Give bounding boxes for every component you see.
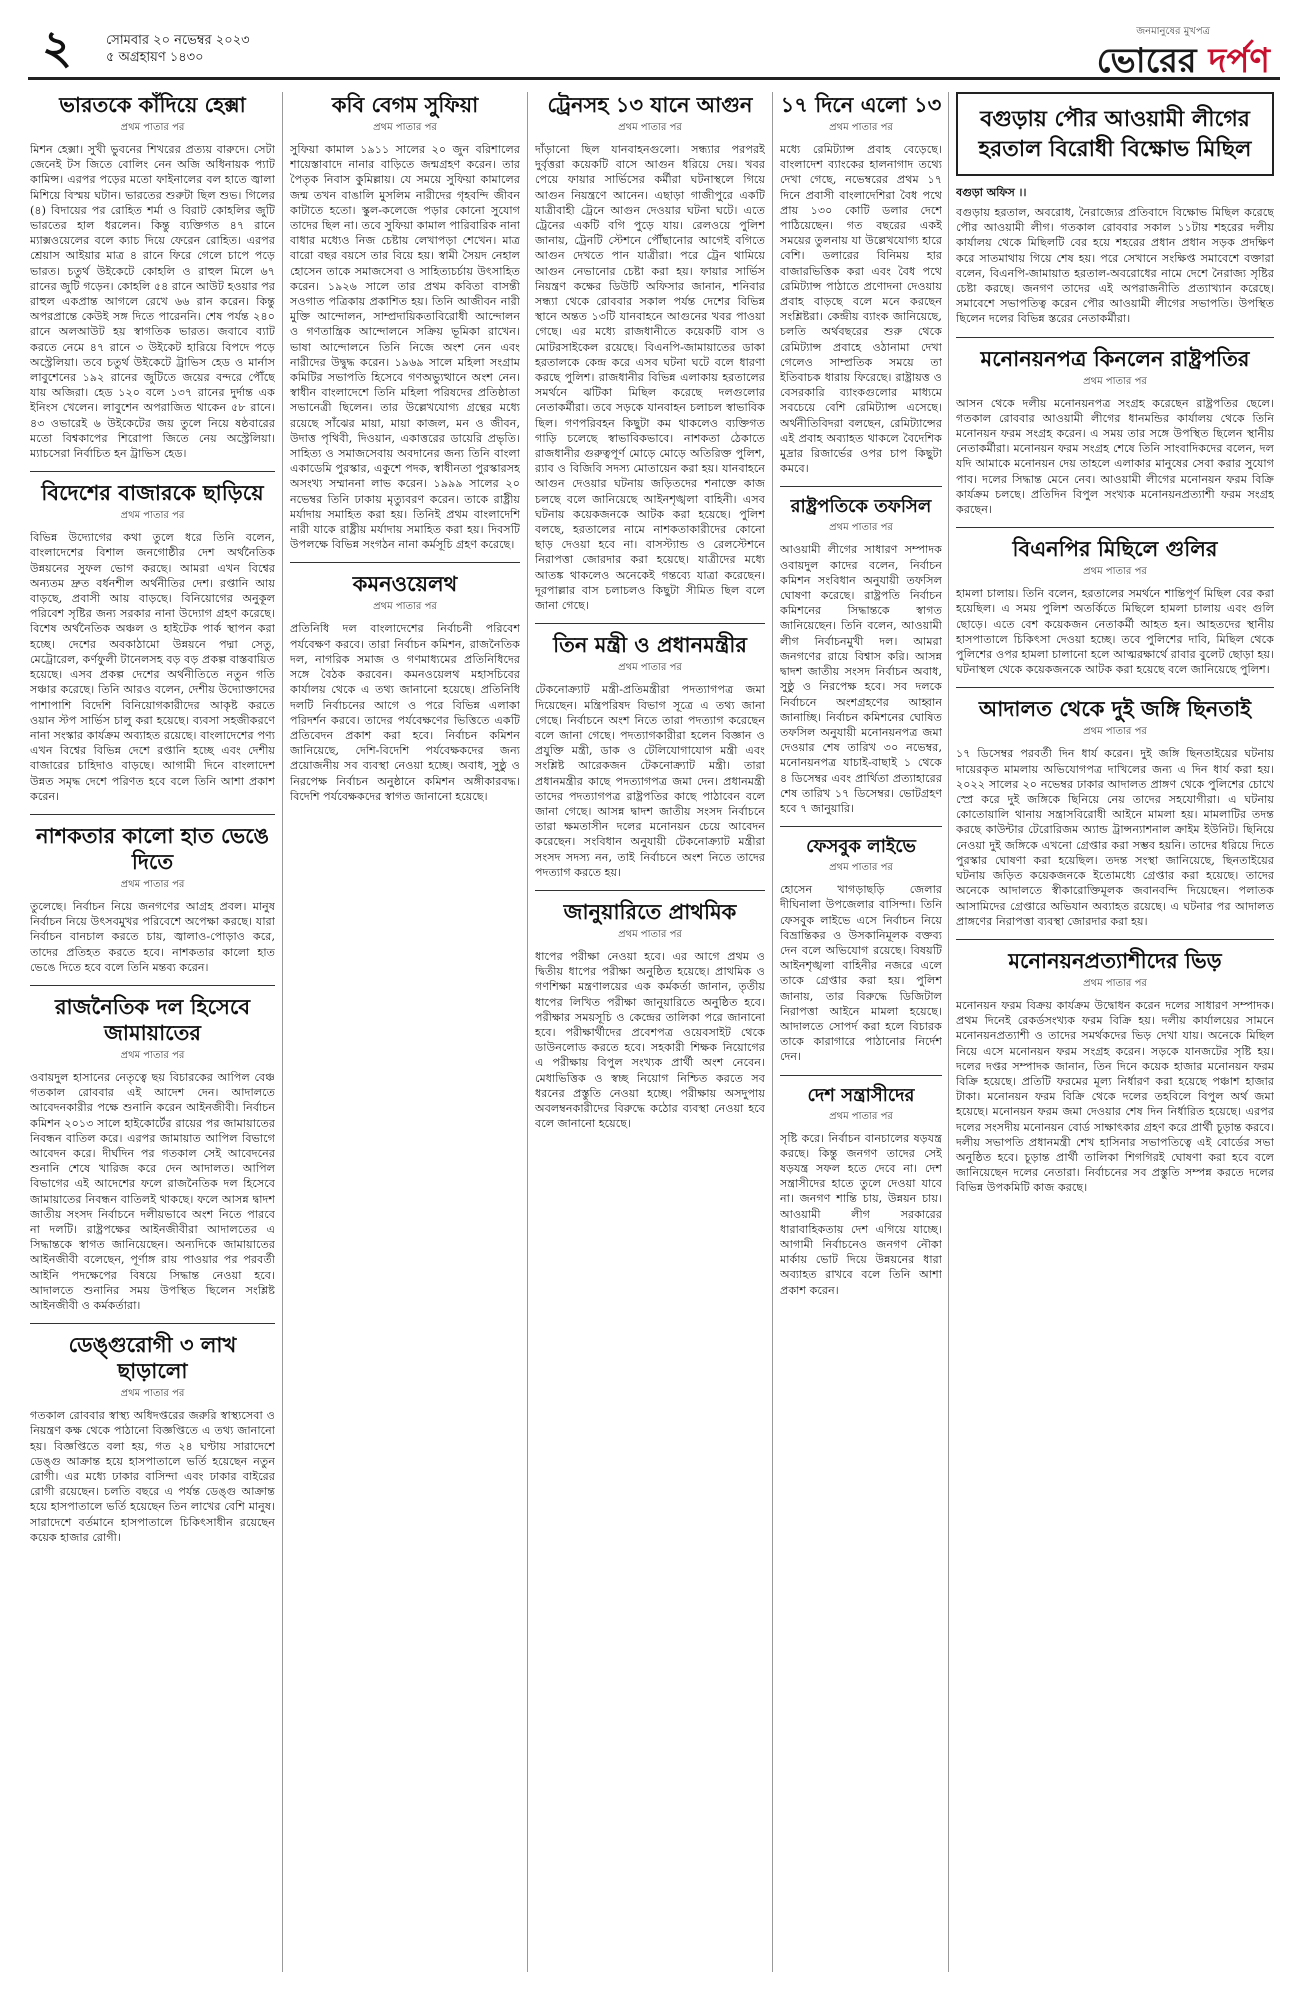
article-body: আওয়ামী লীগের সাধারণ সম্পাদক ওবায়দুল কাদের বলেন, নির্বাচন কমিশন সংবিধান অনুযায়ী তফসিল ঘোষণা করেছে। রাষ্ট্রপতি নির্বাচন কমিশনের সিদ্ধান্তকে স্বাগত জানিয়েছেন। তিনি বলেন, আওয়ামী লীগ নির্বাচনমুখী দল। আমরা জনগণের রায়ে বিশ্বাস করি। আসন্ন দ্বাদশ জাতীয় সংসদ নির্বাচন অবাধ, সুষ্ঠু ও নিরপেক্ষ হবে। সব দলকে নির্বাচনে অংশগ্রহণের আহ্বান জানাচ্ছি। নির্বাচন কমিশনের ঘোষিত তফসিল অনুযায়ী মনোনয়নপত্র জমা দেওয়ার শেষ তারিখ ৩০ নভেম্বর, মনোনয়নপত্র যাচাই-বাছাই ১ থেকে ৪ ডিসেম্বর এবং প্রার্থিতা প্রত্যাহারের শেষ তারিখ ১৭ ডিসেম্বর। ভোটগ্রহণ হবে ৭ জানুয়ারি।	[780, 543, 942, 815]
headline: কবি বেগম সুফিয়া	[331, 92, 479, 117]
continued-label: প্রথম পাতার পর	[1083, 566, 1147, 578]
logo-tagline: জনমানুষের মুখপত্র	[1136, 26, 1210, 37]
continued-label: প্রথম পাতার পর	[618, 122, 682, 133]
divider	[30, 471, 275, 472]
logo-word-2: দর্পণ	[1208, 41, 1270, 81]
divider	[956, 939, 1274, 940]
column-1	[30, 92, 275, 1972]
continued-label: প্রথম পাতার পর	[120, 510, 185, 522]
divider	[956, 687, 1274, 688]
continued-label: প্রথম পাতার পর	[618, 662, 682, 674]
article	[30, 480, 275, 804]
article	[956, 536, 1274, 677]
article-body: মধ্যে রেমিট্যান্স প্রবাহ বেড়েছে। বাংলাদেশ ব্যাংকের হালনাগাদ তথ্যে দেখা গেছে, নভেম্বরের প্রথম ১৭ দিনে প্রবাসী বাংলাদেশিরা বৈধ পথে প্রায় ১৩০ কোটি ডলার দেশে পাঠিয়েছেন। গত বছরের একই সময়ের তুলনায় যা উল্লেখযোগ্য হারে বেশি। ডলারের বিনিময় হার বাজারভিত্তিক করা এবং বৈধ পথে রেমিট্যান্স পাঠাতে প্রণোদনা দেওয়ায় প্রবাহ বাড়ছে বলে মনে করছেন সংশ্লিষ্টরা। কেন্দ্রীয় ব্যাংক জানিয়েছে, চলতি অর্থবছরের শুরু থেকে রেমিট্যান্স প্রবাহে ওঠানামা দেখা গেলেও সাম্প্রতিক সময়ে তা ইতিবাচক ধারায় ফিরেছে। রাষ্ট্রায়ত্ত ও বেসরকারি ব্যাংকগুলোর মাধ্যমে সবচেয়ে বেশি রেমিট্যান্স এসেছে। অর্থনীতিবিদরা বলছেন, রেমিট্যান্সের এই প্রবাহ অব্যাহত থাকলে বৈদেশিক মুদ্রার রিজার্ভের ওপর চাপ কিছুটা কমবে।	[780, 143, 942, 476]
continued-label: প্রথম পাতার পর	[120, 1049, 185, 1061]
article	[780, 495, 942, 816]
article	[290, 92, 520, 552]
article-body: সুফিয়া কামাল ১৯১১ সালের ২০ জুন বরিশালের শায়েস্তাবাদে নানার বাড়িতে জন্মগ্রহণ করেন। তার পৈতৃক নিবাস কুমিল্লায়। যে সময়ে সুফিয়া কামালের জন্ম তখন বাঙালি মুসলিম নারীদের গৃহবন্দি জীবন কাটাতে হতো। স্কুল-কলেজে পড়ার কোনো সুযোগ তাদের ছিল না। তবে সুফিয়া কামাল পারিবারিক নানা বাধার মধ্যেও নিজ চেষ্টায় লেখাপড়া শেখেন। মাত্র বারো বছর বয়সে তার বিয়ে হয়। স্বামী সৈয়দ নেহাল হোসেন তাকে সমাজসেবা ও সাহিত্যচর্চায় উৎসাহিত করেন। ১৯২৬ সালে তার প্রথম কবিতা বাসন্তী সওগাত পত্রিকায় প্রকাশিত হয়। তিনি আজীবন নারী মুক্তি আন্দোলন, সাম্প্রদায়িকতাবিরোধী আন্দোলন ও গণতান্ত্রিক আন্দোলনে সক্রিয় ভূমিকা রাখেন। ভাষা আন্দোলনে তিনি নিজে অংশ নেন এবং নারীদের উদ্বুদ্ধ করেন। ১৯৬৯ সালে মহিলা সংগ্রাম কমিটির সভাপতি হিসেবে গণঅভ্যুত্থানে অংশ নেন। স্বাধীন বাংলাদেশে তিনি মহিলা পরিষদের প্রতিষ্ঠাতা সভানেত্রী ছিলেন। তার উল্লেখযোগ্য গ্রন্থের মধ্যে রয়েছে সাঁঝের মায়া, মায়া কাজল, মন ও জীবন, উদাত্ত পৃথিবী, দিওয়ান, একাত্তরের ডায়েরি প্রভৃতি। সাহিত্য ও সমাজসেবায় অবদানের জন্য তিনি বাংলা একাডেমি পুরস্কার, একুশে পদক, স্বাধীনতা পুরস্কারসহ অসংখ্য সম্মাননা লাভ করেন। ১৯৯৯ সালের ২০ নভেম্বর তিনি ঢাকায় মৃত্যুবরণ করেন। তাকে রাষ্ট্রীয় মর্যাদায় সমাহিত করা হয়। তিনিই প্রথম বাংলাদেশি নারী যাকে রাষ্ট্রীয় মর্যাদায় সমাহিত করা হয়। দিবসটি উপলক্ষে বিভিন্ন সংগঠন নানা কর্মসূচি গ্রহণ করেছে।	[290, 143, 520, 552]
continued-label: প্রথম পাতার পর	[829, 862, 893, 874]
divider	[30, 814, 275, 815]
headline: তিন মন্ত্রী ও প্রধানমন্ত্রীর	[553, 632, 747, 658]
headline: জানুয়ারিতে প্রাথমিক	[563, 898, 737, 924]
article-body: ওবায়দুল হাসানের নেতৃত্বে ছয় বিচারকের আপিল বেঞ্চ গতকাল রোববার এই আদেশ দেন। আদালতে আবেদনকারীর পক্ষে শুনানি করেন আইনজীবী। নির্বাচন কমিশন ২০১৩ সালে হাইকোর্টের রায়ের পর জামায়াতের নিবন্ধন বাতিল করে। এরপর জামায়াত আপিল বিভাগে আবেদন করে। দীর্ঘদিন পর গতকাল সেই আবেদনের শুনানি শেষে খারিজ করে দেন আদালত। আপিল বিভাগের এই আদেশের ফলে রাজনৈতিক দল হিসেবে জামায়াতের নিবন্ধন বাতিলই থাকছে। ফলে আসন্ন দ্বাদশ জাতীয় সংসদ নির্বাচনে দলীয়ভাবে অংশ নিতে পারবে না দলটি। রাষ্ট্রপক্ষের আইনজীবীরা আদালতের এ সিদ্ধান্তকে স্বাগত জানিয়েছেন। অন্যদিকে জামায়াতের আইনজীবী বলেছেন, পূর্ণাঙ্গ রায় পাওয়ার পর পরবর্তী আইনি পদক্ষেপের বিষয়ে সিদ্ধান্ত নেওয়া হবে। আদালতে শুনানির সময় উপস্থিত ছিলেন সংশ্লিষ্ট আইনজীবী ও কর্মকর্তারা।	[30, 1070, 275, 1312]
article-body: হোসেন খাগড়াছড়ি জেলার দীঘিনালা উপজেলার বাসিন্দা। তিনি ফেসবুক লাইভে এসে নির্বাচন নিয়ে বিভ্রান্তিকর ও উসকানিমূলক বক্তব্য দেন বলে অভিযোগ রয়েছে। বিষয়টি আইনশৃঙ্খলা বাহিনীর নজরে এলে তাকে গ্রেপ্তার করা হয়। পুলিশ জানায়, তার বিরুদ্ধে ডিজিটাল নিরাপত্তা আইনে মামলা হয়েছে। আদালতে সোপর্দ করা হলে বিচারক তাকে কারাগারে পাঠানোর নির্দেশ দেন।	[780, 883, 942, 1064]
article	[956, 184, 1274, 327]
logo-word-1: ভোরের	[1096, 41, 1209, 81]
byline: বগুড়া অফিস ।।	[956, 186, 1027, 199]
article	[535, 92, 765, 613]
column-divider	[527, 92, 528, 1972]
headline: ১৭ দিনে এলো ১৩	[780, 92, 942, 117]
masthead	[28, 18, 1280, 80]
divider	[780, 826, 942, 827]
continued-label: প্রথম পাতার পর	[1083, 726, 1147, 738]
article-body: তুলেছে। নির্বাচন নিয়ে জনগণের আগ্রহ প্রবল। মানুষ নির্বাচন নিয়ে উৎসবমুখর পরিবেশে অপেক্ষা করছে। যারা নির্বাচন বানচাল করতে চায়, জ্বালাও-পোড়াও করে, তাদের প্রতিহত করতে হবে। নাশকতার কালো হাত ভেঙে দিতে হবে বলে তিনি মন্তব্য করেন।	[30, 899, 275, 974]
continued-label: প্রথম পাতার পর	[829, 1110, 893, 1122]
article-body: আসন থেকে দলীয় মনোনয়নপত্র সংগ্রহ করেছেন রাষ্ট্রপতির ছেলে। গতকাল রোববার আওয়ামী লীগের ধানমন্ডির কার্যালয় থেকে তিনি মনোনয়ন ফরম সংগ্রহ করেন। এ সময় তার সঙ্গে উপস্থিত ছিলেন স্থানীয় নেতাকর্মীরা। মনোনয়ন ফরম সংগ্রহ শেষে তিনি সাংবাদিকদের বলেন, দল যদি আমাকে মনোনয়ন দেয় তাহলে এলাকার মানুষের সেবা করার সুযোগ পাব। দলের সিদ্ধান্ত মেনে নেব। আওয়ামী লীগের মনোনয়ন ফরম বিক্রি কার্যক্রম চলছে। প্রতিদিন বিপুল সংখ্যক মনোনয়নপ্রত্যাশী ফরম সংগ্রহ করছেন।	[956, 396, 1274, 517]
article	[535, 632, 765, 880]
headline: ট্রেনসহ ১৩ যানে আগুন	[547, 92, 753, 117]
headline: ভারতকে কাঁদিয়ে হেক্সা	[59, 92, 246, 117]
article-body: টেকনোক্র্যাট মন্ত্রী-প্রতিমন্ত্রীরা পদত্যাগপত্র জমা দিয়েছেন। মন্ত্রিপরিষদ বিভাগ সূত্রে এ তথ্য জানা গেছে। নির্বাচনে অংশ নিতে তারা পদত্যাগ করেছেন বলে জানা গেছে। পদত্যাগকারীরা হলেন বিজ্ঞান ও প্রযুক্তি মন্ত্রী, ডাক ও টেলিযোগাযোগ মন্ত্রী এবং সংশ্লিষ্ট আরেকজন টেকনোক্র্যাট মন্ত্রী। তারা প্রধানমন্ত্রীর কাছে পদত্যাগপত্র জমা দেন। প্রধানমন্ত্রী তাদের পদত্যাগপত্র রাষ্ট্রপতির কাছে পাঠাবেন বলে জানা গেছে। আসন্ন দ্বাদশ জাতীয় সংসদ নির্বাচনে তারা ক্ষমতাসীন দলের মনোনয়ন চেয়ে আবেদন করেছেন। সংবিধান অনুযায়ী টেকনোক্র্যাট মন্ত্রীরা সংসদ সদস্য নন, তাই নির্বাচনে অংশ নিতে তাদের পদত্যাগ করতে হয়।	[535, 683, 765, 879]
divider	[535, 890, 765, 891]
newspaper-logo	[1097, 24, 1270, 81]
column-3	[535, 92, 765, 1972]
article-body: গতকাল রোববার স্বাস্থ্য অধিদপ্তরের জরুরি স্বাস্থ্যসেবা ও নিয়ন্ত্রণ কক্ষ থেকে পাঠানো বিজ্ঞপ্তিতে এ তথ্য জানানো হয়। বিজ্ঞপ্তিতে বলা হয়, গত ২৪ ঘণ্টায় সারাদেশে ডেঙ্গু আক্রান্ত হয়ে হাসপাতালে ভর্তি হয়েছেন নতুন রোগী। এর মধ্যে ঢাকার বাসিন্দা এবং ঢাকার বাইরের রোগী রয়েছেন। চলতি বছরে এ পর্যন্ত ডেঙ্গু আক্রান্ত হয়ে হাসপাতালে ভর্তি হয়েছেন তিন লাখের বেশি মানুষ। সারাদেশে বর্তমানে হাসপাতালে চিকিৎসাধীন রয়েছেন কয়েক হাজার রোগী।	[30, 1409, 275, 1544]
article-body: প্রতিনিধি দল বাংলাদেশের নির্বাচনী পরিবেশ পর্যবেক্ষণ করবে। তারা নির্বাচন কমিশন, রাজনৈতিক দল, নাগরিক সমাজ ও গণমাধ্যমের প্রতিনিধিদের সঙ্গে বৈঠক করবেন। কমনওয়েলথ মহাসচিবের কার্যালয় থেকে এ তথ্য জানানো হয়েছে। প্রতিনিধি দলটি নির্বাচনের আগে ও পরে বিভিন্ন এলাকা পরিদর্শন করবে। তাদের পর্যবেক্ষণের ভিত্তিতে একটি প্রতিবেদন প্রকাশ করা হবে। নির্বাচন কমিশন জানিয়েছে, দেশি-বিদেশি পর্যবেক্ষকদের জন্য প্রয়োজনীয় সব ব্যবস্থা নেওয়া হচ্ছে। অবাধ, সুষ্ঠু ও নিরপেক্ষ নির্বাচন অনুষ্ঠানে কমিশন অঙ্গীকারবদ্ধ। বিদেশি পর্যবেক্ষকদের স্বাগত জানানো হয়েছে।	[290, 622, 520, 803]
divider	[780, 486, 942, 487]
headline: মনোনয়নপ্রত্যাশীদের ভিড়	[1008, 947, 1222, 973]
headline: নাশকতার কালো হাত ভেঙে দিতে	[36, 822, 269, 874]
article-body: ১৭ ডিসেম্বর পরবর্তী দিন ধার্য করেন। দুই জঙ্গি ছিনতাইয়ের ঘটনায় দায়েরকৃত মামলায় অভিযোগপত্র দাখিলের জন্য এ দিন ধার্য করা হয়। ২০২২ সালের ২০ নভেম্বর ঢাকার আদালত প্রাঙ্গণ থেকে পুলিশের চোখে স্প্রে করে দুই জঙ্গিকে ছিনিয়ে নেয় তাদের সহযোগীরা। এ ঘটনায় কোতোয়ালি থানায় সন্ত্রাসবিরোধী আইনে মামলা হয়। মামলাটির তদন্ত করছে কাউন্টার টেরোরিজম অ্যান্ড ট্রান্সন্যাশনাল ক্রাইম ইউনিট। ছিনিয়ে নেওয়া দুই জঙ্গিকে এখনো গ্রেপ্তার করা সম্ভব হয়নি। তাদের ধরিয়ে দিতে পুরস্কার ঘোষণা করা হয়েছিল। তদন্ত সংস্থা জানিয়েছে, ছিনতাইয়ের ঘটনায় জড়িত কয়েকজনকে ইতোমধ্যে গ্রেপ্তার করা হয়েছে। তাদের অনেকে আদালতে স্বীকারোক্তিমূলক জবানবন্দি দিয়েছেন। পলাতক আসামিদের গ্রেপ্তারে অভিযান অব্যাহত রয়েছে। এ ঘটনার পর আদালত প্রাঙ্গণের নিরাপত্তা ব্যবস্থা জোরদার করা হয়।	[956, 747, 1274, 928]
article-body: বগুড়ায় হরতাল, অবরোধ, নৈরাজ্যের প্রতিবাদে বিক্ষোভ মিছিল করেছে পৌর আওয়ামী লীগ। গতকাল রোববার সকাল ১১টায় শহরের দলীয় কার্যালয় থেকে মিছিলটি বের হয়ে শহরের প্রধান প্রধান সড়ক প্রদক্ষিণ করে সাতমাথায় গিয়ে শেষ হয়। পরে সেখানে সংক্ষিপ্ত সমাবেশে বক্তারা বলেন, বিএনপি-জামায়াত হরতাল-অবরোধের নামে দেশে নৈরাজ্য সৃষ্টির চেষ্টা করছে। জনগণ তাদের এই অপরাজনীতি প্রত্যাখ্যান করেছে। সমাবেশে সভাপতিত্ব করেন পৌর আওয়ামী লীগের সভাপতি। উপস্থিত ছিলেন দলের বিভিন্ন স্তরের নেতাকর্মীরা।	[956, 206, 1274, 326]
column-divider	[282, 92, 283, 1972]
continued-label: প্রথম পাতার পর	[120, 1388, 185, 1400]
article	[780, 92, 942, 476]
lead-story-box	[956, 92, 1274, 176]
continued-label: প্রথম পাতার পর	[1083, 977, 1147, 989]
continued-label: প্রথম পাতার পর	[1083, 375, 1147, 387]
divider	[956, 337, 1274, 338]
divider	[780, 1075, 942, 1076]
article	[30, 1332, 275, 1545]
headline: ডেঙ্গুরোগী ৩ লাখ ছাড়ালো	[68, 1332, 237, 1384]
headline: বিদেশের বাজারকে ছাড়িয়ে	[41, 480, 264, 506]
lead-headline: বগুড়ায় পৌর আওয়ামী লীগের হরতাল বিরোধী বিক্ষোভ মিছিল	[978, 106, 1252, 162]
page-number: ২	[42, 20, 72, 74]
article	[535, 899, 765, 1131]
headline: রাষ্ট্রপতিকে তফসিল	[790, 496, 932, 518]
headline: কমনওয়েলথ	[352, 571, 458, 597]
article-body: মিশন হেক্সা। সুখী ভুবনের শিখরের প্রত্যয় বারুদে। সেটা জেনেই টস জিতে বোলিং নেন অজি অধিনায়ক প্যাট কামিন্স। এরপর পড়ের মতো ফাইনালের বল হাতে জ্বালা মিশিয়ে বিস্ময় ঘটান। ভারতের শুরুটা ছিল শুভ। গিলের (৪) বিদায়ের পর রোহিত শর্মা ও বিরাট কোহলির জুটি ভারতের হাল ধরলেন। কিন্তু ব্যক্তিগত ৪৭ রানে ম্যাক্সওয়েলের বলে ক্যাচ দিয়ে ফেরেন রোহিত। এরপর শ্রেয়াস আইয়ার মাত্র ৪ রানে ফিরে গেলে চাপে পড়ে ভারত। চতুর্থ উইকেটে কোহলি ও রাহুল মিলে ৬৭ রানের জুটি গড়েন। কোহলি ৫৪ রানে আউট হওয়ার পর রাহুল একপ্রান্ত আগলে রেখে ৬৬ রান করেন। কিন্তু অপরপ্রান্তে কেউই সঙ্গ দিতে পারেননি। শেষ পর্যন্ত ২৪০ রানে অলআউট হয় স্বাগতিক ভারত। জবাবে ব্যাট করতে নেমে ৪৭ রানে ৩ উইকেট হারিয়ে বিপদে পড়ে অস্ট্রেলিয়া। তবে চতুর্থ উইকেটে ট্রাভিস হেড ও মার্নাস লাবুশেনের ১৯২ রানের জুটিতে জয়ের বন্দরে পৌঁছে যায় অজিরা। হেড ১২০ বলে ১৩৭ রানের দুর্দান্ত এক ইনিংস খেলেন। লাবুশেন অপরাজিত থাকেন ৫৮ রানে। ৪৩ ওভারেই ৬ উইকেটের জয় তুলে নিয়ে ষষ্ঠবারের মতো বিশ্বকাপের শিরোপা জিতে নেয় অস্ট্রেলিয়া। ম্যাচসেরা নির্বাচিত হন ট্রাভিস হেড।	[30, 143, 275, 461]
article-body: দাঁড়ানো ছিল যানবাহনগুলো। সন্ধ্যার পরপরই দুর্বৃত্তরা কয়েকটি বাসে আগুন ধরিয়ে দেয়। খবর পেয়ে ফায়ার সার্ভিসের কর্মীরা ঘটনাস্থলে গিয়ে আগুন নিয়ন্ত্রণে আনেন। এছাড়া গাজীপুরে একটি যাত্রীবাহী ট্রেনে আগুন দেওয়ার ঘটনা ঘটে। এতে ট্রেনের একটি বগি পুড়ে যায়। রেলওয়ে পুলিশ জানায়, ট্রেনটি স্টেশনে পৌঁছানোর আগেই বগিতে আগুন দেখতে পান যাত্রীরা। পরে ট্রেন থামিয়ে আগুন নেভানোর চেষ্টা করা হয়। ফায়ার সার্ভিস নিয়ন্ত্রণ কক্ষের ডিউটি অফিসার জানান, শনিবার সন্ধ্যা থেকে রোববার সকাল পর্যন্ত দেশের বিভিন্ন স্থানে অন্তত ১৩টি যানবাহনে আগুনের খবর পাওয়া গেছে। এর মধ্যে রাজধানীতে কয়েকটি বাস ও মোটরসাইকেল রয়েছে। বিএনপি-জামায়াতের ডাকা হরতালকে কেন্দ্র করে এসব ঘটনা ঘটে বলে ধারণা করছে পুলিশ। রাজধানীর বিভিন্ন এলাকায় হরতালের সমর্থনে ঝটিকা মিছিল করেছে দলগুলোর নেতাকর্মীরা। তবে সড়কে যানবাহন চলাচল স্বাভাবিক ছিল। গণপরিবহন কিছুটা কম থাকলেও ব্যক্তিগত গাড়ি চলেছে স্বাভাবিকভাবে। নাশকতা ঠেকাতে রাজধানীর গুরুত্বপূর্ণ মোড়ে মোড়ে অতিরিক্ত পুলিশ, র‌্যাব ও বিজিবি সদস্য মোতায়েন করা হয়। যানবাহনে আগুন দেওয়ার ঘটনায় জড়িতদের শনাক্তে কাজ চলছে বলে জানিয়েছে আইনশৃঙ্খলা বাহিনী। এসব ঘটনায় কয়েকজনকে আটক করা হয়েছে। পুলিশ বলছে, হরতালের নামে নাশকতাকারীদের কোনো ছাড় দেওয়া হবে না। বাসস্ট্যান্ড ও রেলস্টেশনে নিরাপত্তা জোরদার করা হয়েছে। যাত্রীদের মধ্যে আতঙ্ক থাকলেও অনেকেই গন্তব্যে যাত্রা করেছেন। দূরপাল্লার বাস চলাচলও কিছুটা সীমিত ছিল বলে জানা গেছে।	[535, 143, 765, 613]
column-4	[780, 92, 942, 1972]
article	[956, 948, 1274, 1196]
article-body: বিভিন্ন উদ্যোগের কথা তুলে ধরে তিনি বলেন, বাংলাদেশের বিশাল জনগোষ্ঠীর দেশ অর্থনৈতিক উন্নয়নের সুফল ভোগ করছে। আমরা এখন বিশ্বের অন্যতম দ্রুত বর্ধনশীল অর্থনীতির দেশ। রপ্তানি আয় বাড়ছে, প্রবাসী আয় বাড়ছে। বিনিয়োগের অনুকূল পরিবেশ সৃষ্টির জন্য সরকার নানা উদ্যোগ গ্রহণ করেছে। বিশেষ অর্থনৈতিক অঞ্চল ও হাইটেক পার্ক স্থাপন করা হচ্ছে। দেশের অবকাঠামো উন্নয়নে পদ্মা সেতু, মেট্রোরেল, কর্ণফুলী টানেলসহ বড় বড় প্রকল্প বাস্তবায়িত হয়েছে। এসব প্রকল্প দেশের অর্থনীতিতে নতুন গতি সঞ্চার করেছে। তিনি আরও বলেন, দেশীয় উদ্যোক্তাদের পাশাপাশি বিদেশি বিনিয়োগকারীদের আকৃষ্ট করতে ওয়ান স্টপ সার্ভিস চালু করা হয়েছে। ব্যবসা সহজীকরণে নানা সংস্কার কার্যক্রম অব্যাহত রয়েছে। বাংলাদেশের পণ্য এখন বিশ্বের বিভিন্ন দেশে রপ্তানি হচ্ছে এবং দেশীয় বাজারের চাহিদাও বাড়ছে। আগামী দিনে বাংলাদেশ উন্নত সমৃদ্ধ দেশে পরিণত হবে বলে তিনি আশা প্রকাশ করেন।	[30, 531, 275, 803]
divider	[30, 1323, 275, 1324]
continued-label: প্রথম পাতার পর	[618, 928, 682, 940]
headline: রাজনৈতিক দল হিসেবে জামায়াতের	[54, 993, 251, 1045]
article-body: সৃষ্টি করে। নির্বাচন বানচালের ষড়যন্ত্র করছে। কিন্তু জনগণ তাদের সেই ষড়যন্ত্র সফল হতে দেবে না। দেশ সন্ত্রাসীদের হাতে তুলে দেওয়া যাবে না। জনগণ শান্তি চায়, উন্নয়ন চায়। আওয়ামী লীগ সরকারের ধারাবাহিকতায় দেশ এগিয়ে যাচ্ছে। আগামী নির্বাচনেও জনগণ নৌকা মার্কায় ভোট দিয়ে উন্নয়নের ধারা অব্যাহত রাখবে বলে তিনি আশা প্রকাশ করেন।	[780, 1131, 942, 1297]
date-block	[106, 32, 250, 66]
headline: আদালত থেকে দুই জঙ্গি ছিনতাই	[978, 696, 1252, 722]
article-body: হামলা চালায়। তিনি বলেন, হরতালের সমর্থনে শান্তিপূর্ণ মিছিল বের করা হয়েছিল। এ সময় পুলিশ অতর্কিতে মিছিলে হামলা চালায় এবং গুলি ছোড়ে। এতে বেশ কয়েকজন নেতাকর্মী আহত হন। আহতদের স্থানীয় হাসপাতালে চিকিৎসা দেওয়া হচ্ছে। তবে পুলিশের দাবি, মিছিল থেকে পুলিশের ওপর হামলা চালানো হলে আত্মরক্ষার্থে রাবার বুলেট ছোড়া হয়। ঘটনাস্থল থেকে কয়েকজনকে আটক করা হয়েছে বলে জানিয়েছে পুলিশ।	[956, 587, 1274, 677]
article	[780, 1084, 942, 1298]
article	[30, 92, 275, 461]
continued-label: প্রথম পাতার পর	[120, 122, 185, 133]
headline: দেশ সন্ত্রাসীদের	[807, 1084, 915, 1106]
article	[30, 994, 275, 1313]
continued-label: প্রথম পাতার পর	[373, 122, 437, 133]
column-divider	[948, 92, 949, 1972]
article	[780, 835, 942, 1064]
article-body: মনোনয়ন ফরম বিক্রয় কার্যক্রম উদ্বোধন করেন দলের সাধারণ সম্পাদক। প্রথম দিনেই রেকর্ডসংখ্যক ফরম বিক্রি হয়। দলীয় কার্যালয়ের সামনে মনোনয়নপ্রত্যাশী ও তাদের সমর্থকদের ভিড় দেখা যায়। অনেকে মিছিল নিয়ে এসে মনোনয়ন ফরম সংগ্রহ করেন। সড়কে যানজটের সৃষ্টি হয়। দলের দপ্তর সম্পাদক জানান, তিন দিনে কয়েক হাজার মনোনয়ন ফরম বিক্রি হয়েছে। প্রতিটি ফরমের মূল্য নির্ধারণ করা হয়েছে পঞ্চাশ হাজার টাকা। মনোনয়ন ফরম বিক্রি থেকে দলের তহবিলে বিপুল অর্থ জমা হয়েছে। মনোনয়ন ফরম জমা দেওয়ার শেষ দিন নির্ধারিত হয়েছে। এরপর দলের সংসদীয় মনোনয়ন বোর্ড সাক্ষাৎকার গ্রহণ করে প্রার্থী চূড়ান্ত করবে। দলীয় সভাপতি প্রধানমন্ত্রী শেখ হাসিনার সভাপতিত্বে এই বোর্ডের সভা অনুষ্ঠিত হবে। চূড়ান্ত প্রার্থী তালিকা শিগগিরই ঘোষণা করা হবে বলে জানিয়েছেন দলের নেতারা। নির্বাচনের সব প্রস্তুতি সম্পন্ন করতে দলের বিভিন্ন উপকমিটি কাজ করছে।	[956, 998, 1274, 1195]
date-bengali: ৫ অগ্রহায়ণ ১৪৩০	[106, 50, 204, 65]
article	[956, 696, 1274, 928]
column-divider	[772, 92, 773, 1972]
continued-label: প্রথম পাতার পর	[373, 601, 437, 613]
headline: বিএনপির মিছিলে গুলির	[1012, 536, 1218, 562]
article	[956, 346, 1274, 518]
date-gregorian: সোমবার ২০ নভেম্বর ২০২৩	[106, 33, 250, 48]
article	[290, 571, 520, 803]
continued-label: প্রথম পাতার পর	[829, 122, 893, 133]
continued-label: প্রথম পাতার পর	[120, 878, 185, 890]
divider	[290, 562, 520, 563]
continued-label: প্রথম পাতার পর	[829, 522, 893, 534]
divider	[30, 985, 275, 986]
column-2	[290, 92, 520, 1972]
headline: মনোনয়নপত্র কিনলেন রাষ্ট্রপতির	[980, 345, 1250, 371]
column-5	[956, 92, 1274, 1972]
divider	[535, 623, 765, 624]
article-body: ধাপের পরীক্ষা নেওয়া হবে। এর আগে প্রথম ও দ্বিতীয় ধাপের পরীক্ষা অনুষ্ঠিত হয়েছে। প্রাথমিক ও গণশিক্ষা মন্ত্রণালয়ের এক কর্মকর্তা জানান, তৃতীয় ধাপের লিখিত পরীক্ষা জানুয়ারিতে অনুষ্ঠিত হবে। পরীক্ষার সময়সূচি ও কেন্দ্রের তালিকা পরে জানানো হবে। পরীক্ষার্থীদের প্রবেশপত্র ওয়েবসাইট থেকে ডাউনলোড করতে হবে। সহকারী শিক্ষক নিয়োগের এ পরীক্ষায় বিপুল সংখ্যক প্রার্থী অংশ নেবেন। মেধাভিত্তিক ও স্বচ্ছ নিয়োগ নিশ্চিত করতে সব ধরনের প্রস্তুতি নেওয়া হচ্ছে। পরীক্ষায় অসদুপায় অবলম্বনকারীদের বিরুদ্ধে কঠোর ব্যবস্থা নেওয়া হবে বলে জানানো হয়েছে।	[535, 949, 765, 1131]
divider	[956, 527, 1274, 528]
headline: ফেসবুক লাইভে	[806, 836, 916, 858]
article	[30, 823, 275, 975]
